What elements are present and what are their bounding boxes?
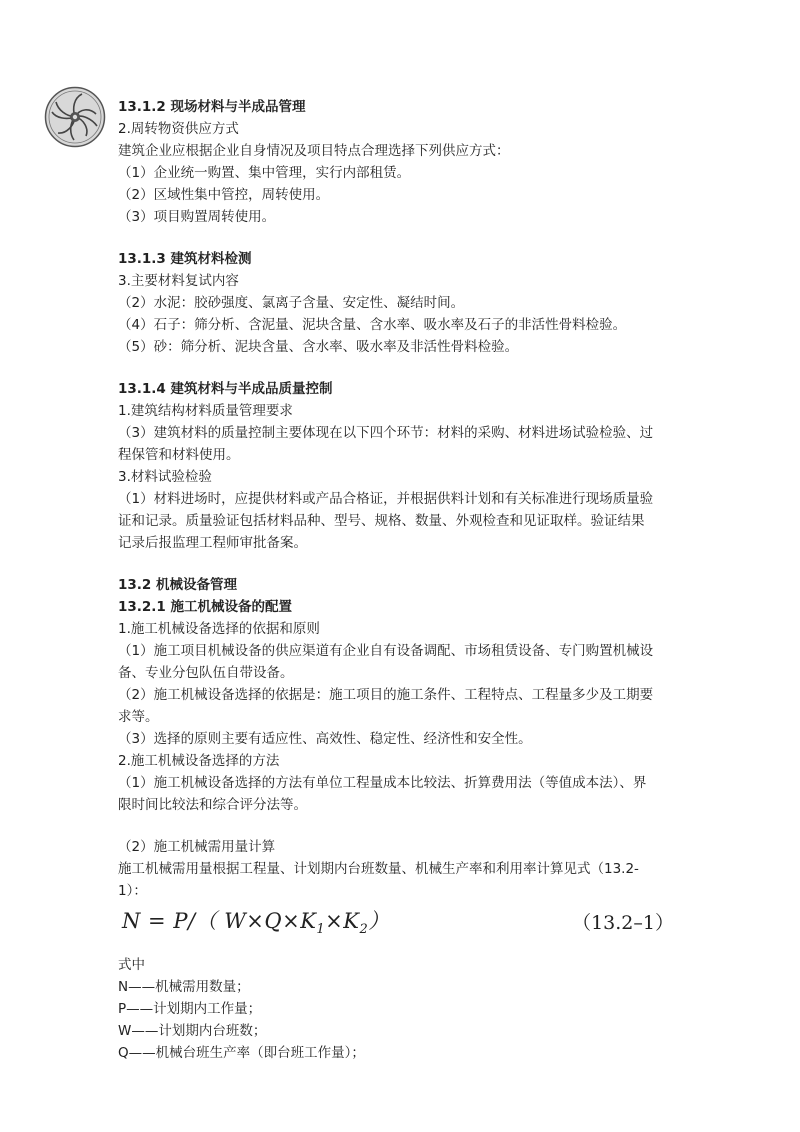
- list-item: （2）区域性集中管控，周转使用。: [118, 187, 330, 203]
- subsection-heading: 13.2.1 施工机械设备的配置: [118, 599, 293, 615]
- paragraph-line: （2）施工机械需用量计算: [118, 839, 276, 855]
- swirl-logo-icon: [44, 86, 106, 148]
- section-heading: 13.1.2 现场材料与半成品管理: [118, 99, 306, 115]
- spacer: [118, 228, 688, 248]
- legend-item: W——计划期内台班数；: [118, 1023, 267, 1039]
- list-item: （5）砂：筛分析、泥块含量、含水率、吸水率及非活性骨料检验。: [118, 339, 519, 355]
- paragraph-line: 建筑企业应根据企业自身情况及项目特点合理选择下列供应方式：: [118, 143, 510, 159]
- spacer: [118, 358, 688, 378]
- list-item: （2）水泥：胶砂强度、氯离子含量、安定性、凝结时间。: [118, 295, 465, 311]
- legend-item: N——机械需用数量；: [118, 979, 250, 995]
- paragraph-line: （1）材料进场时，应提供材料或产品合格证，并根据供料计划和有关标准进行现场质量验: [118, 491, 654, 507]
- spacer: [118, 816, 688, 836]
- legend-item: Q——机械台班生产率（即台班工作量）；: [118, 1045, 365, 1061]
- subsection-title: 2.施工机械设备选择的方法: [118, 753, 280, 769]
- section-heading: 13.1.3 建筑材料检测: [118, 251, 252, 267]
- document-body: [118, 96, 688, 1064]
- paragraph-line: 1）：: [118, 883, 147, 899]
- list-item: （4）石子：筛分析、含泥量、泥块含量、含水率、吸水率及石子的非活性骨料检验。: [118, 317, 627, 333]
- paragraph-line: 记录后报监理工程师审批备案。: [118, 535, 307, 551]
- subsection-title: 1.施工机械设备选择的依据和原则: [118, 621, 320, 637]
- paragraph-line: 施工机械需用量根据工程量、计划期内台班数量、机械生产率和利用率计算见式（13.2-: [118, 861, 639, 877]
- paragraph-line: 限时间比较法和综合评分法等。: [118, 797, 307, 813]
- paragraph-line: （1）施工项目机械设备的供应渠道有企业自有设备调配、市场租赁设备、专门购置机械设: [118, 643, 654, 659]
- paragraph-line: 证和记录。质量验证包括材料品种、型号、规格、数量、外观检查和见证取样。验证结果: [118, 513, 645, 529]
- list-item: （3）项目购置周转使用。: [118, 209, 276, 225]
- spacer: [118, 554, 688, 574]
- subsection-title: 3.主要材料复试内容: [118, 273, 239, 289]
- paragraph-line: （3）建筑材料的质量控制主要体现在以下四个环节：材料的采购、材料进场试验检验、过: [118, 425, 654, 441]
- formula-expression: N = P/（ $W\times Q\times K_1\times K_2$）: [122, 909, 390, 938]
- formula-number: （13.2–1）: [572, 912, 674, 934]
- subsection-title: 3.材料试验检验: [118, 469, 212, 485]
- paragraph-line: （1）施工机械设备选择的方法有单位工程量成本比较法、折算费用法（等值成本法）、界: [118, 775, 647, 791]
- section-heading: 13.1.4 建筑材料与半成品质量控制: [118, 381, 333, 397]
- section-heading: 13.2 机械设备管理: [118, 577, 238, 593]
- paragraph-line: 备、专业分包队伍自带设备。: [118, 665, 294, 681]
- subsection-title: 1.建筑结构材料质量管理要求: [118, 403, 293, 419]
- paragraph-line: 求等。: [118, 709, 159, 725]
- paragraph-line: 程保管和材料使用。: [118, 447, 240, 463]
- legend-item: P——计划期内工作量；: [118, 1001, 262, 1017]
- paragraph-line: （3）选择的原则主要有适应性、高效性、稳定性、经济性和安全性。: [118, 731, 532, 747]
- formula-block: [118, 904, 688, 948]
- subsection-title: 2.周转物资供应方式: [118, 121, 239, 137]
- legend-title: 式中: [118, 957, 145, 973]
- paragraph-line: （2）施工机械设备选择的依据是：施工项目的施工条件、工程特点、工程量多少及工期要: [118, 687, 654, 703]
- list-item: （1）企业统一购置、集中管理，实行内部租赁。: [118, 165, 411, 181]
